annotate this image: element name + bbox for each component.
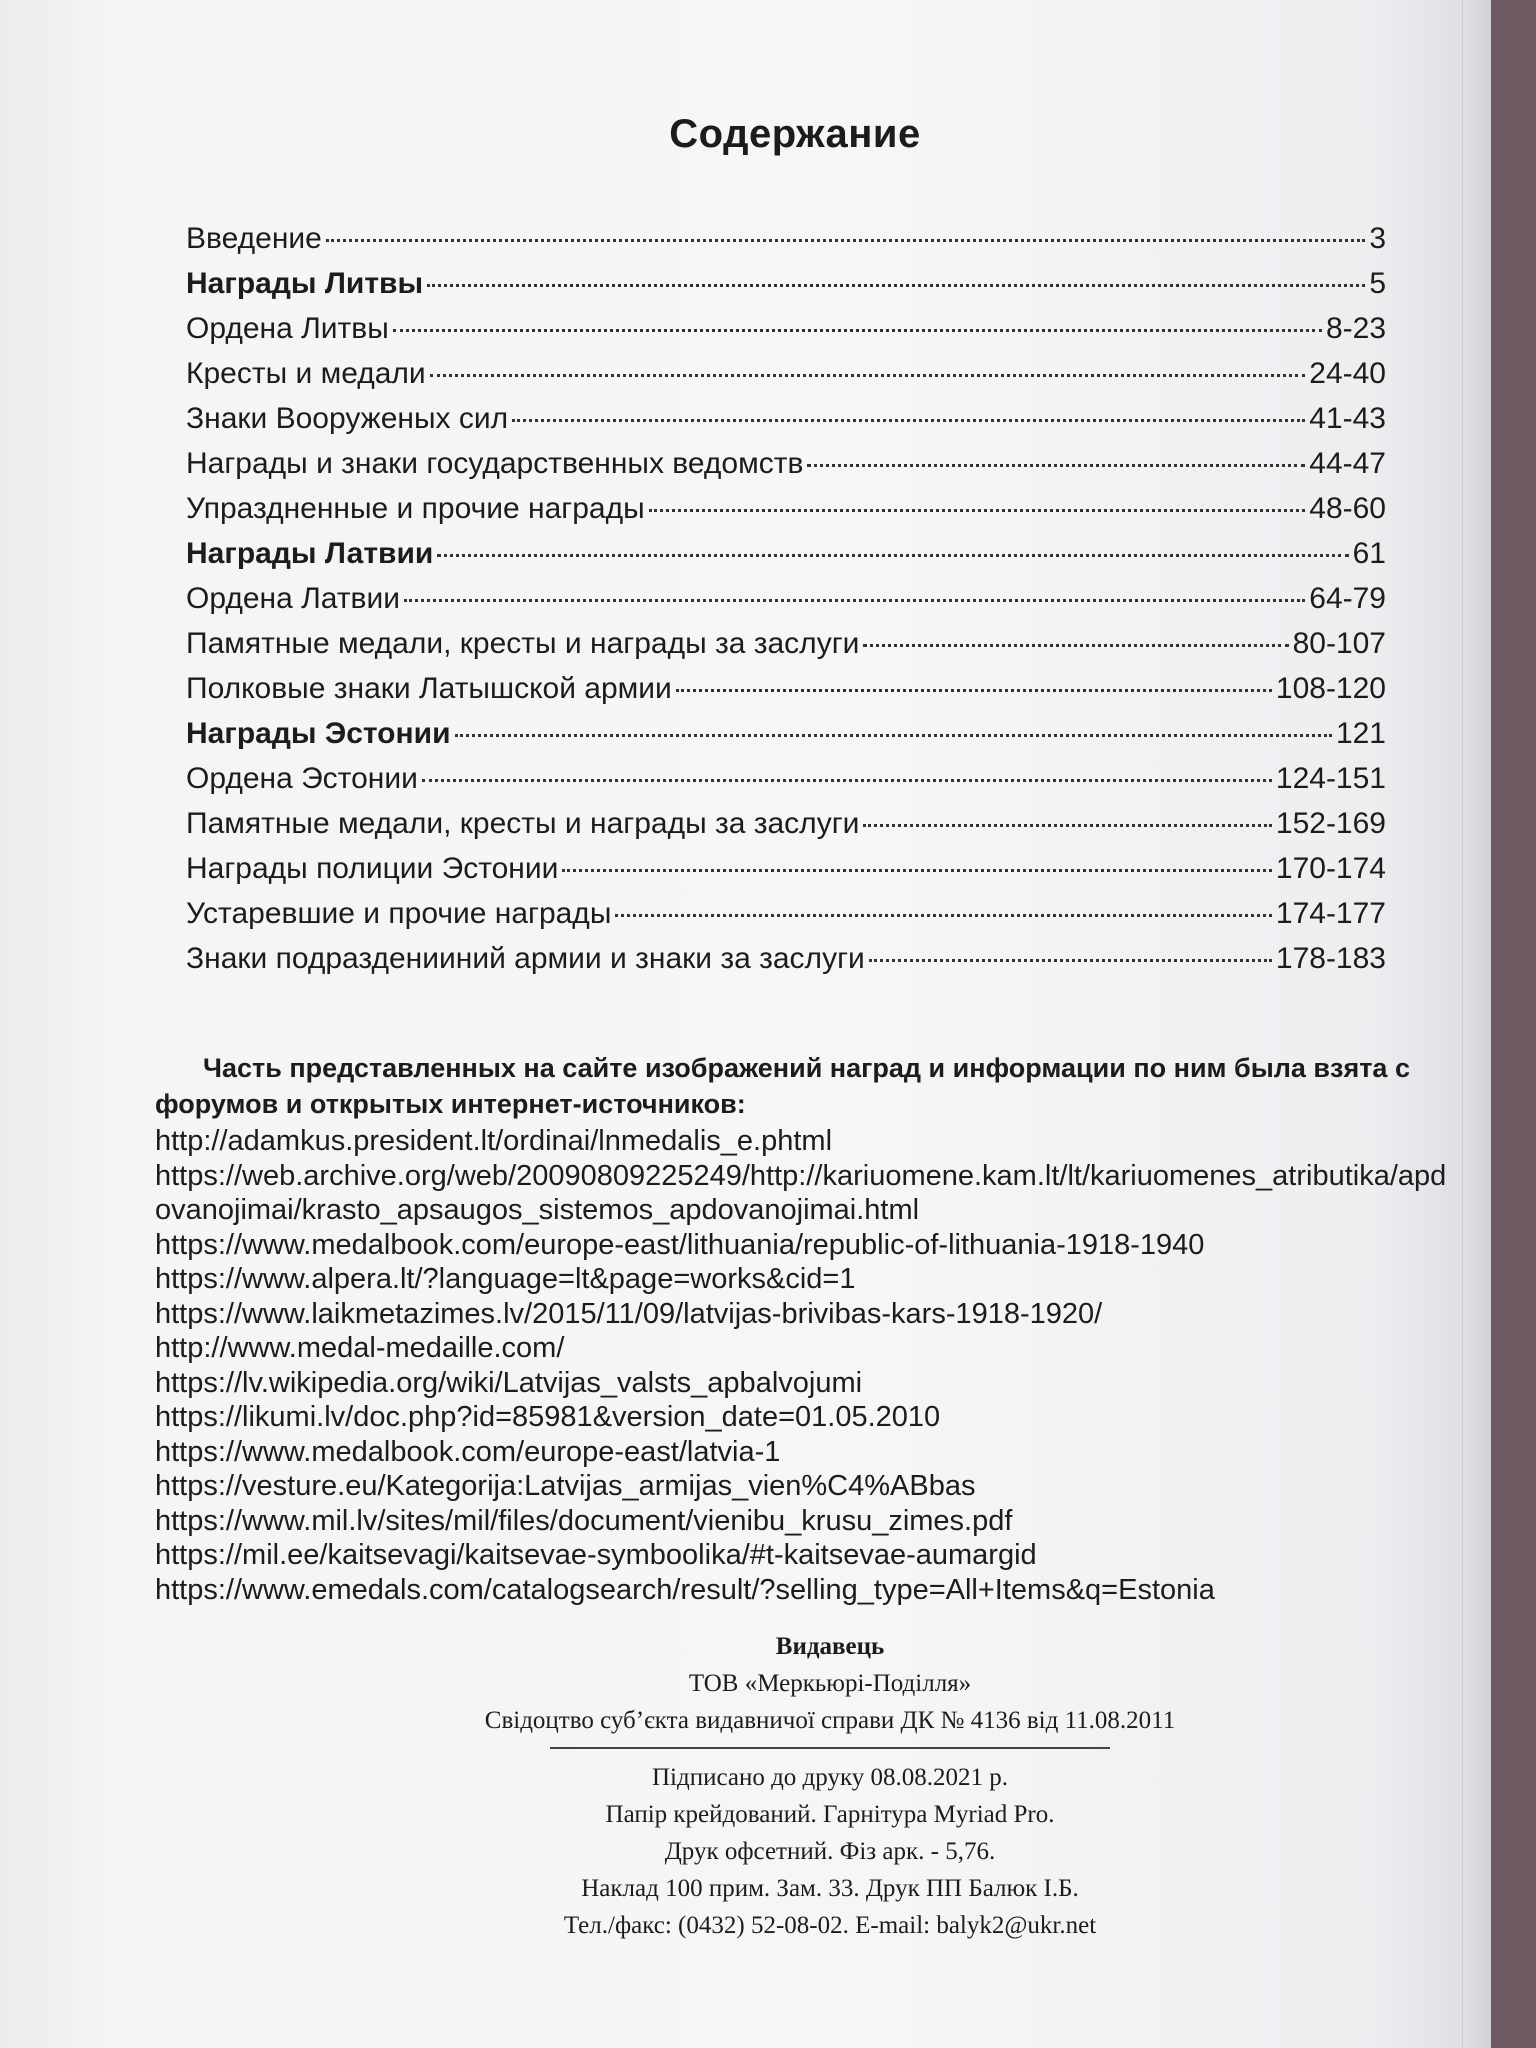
toc-label: Полковые знаки Латышской армии	[186, 672, 672, 705]
toc-leader-dots	[863, 824, 1272, 827]
sources-list	[155, 1124, 1455, 1607]
toc-leader-dots	[562, 869, 1272, 872]
toc-page-number: 5	[1369, 267, 1386, 300]
toc-page-number: 48-60	[1309, 492, 1386, 525]
toc-page-number: 124-151	[1275, 762, 1386, 795]
toc-label: Награды полиции Эстонии	[186, 852, 559, 885]
toc-page-number: 152-169	[1275, 807, 1386, 840]
toc-label: Кресты и медали	[186, 357, 426, 390]
toc-label: Награды Эстонии	[186, 717, 451, 750]
toc-page-number: 178-183	[1275, 942, 1386, 975]
toc-entry	[186, 897, 1386, 942]
toc-entry	[186, 357, 1386, 402]
toc-entry	[186, 582, 1386, 627]
imprint	[380, 1628, 1280, 1944]
toc-leader-dots	[427, 284, 1365, 287]
source-link: https://www.emedals.com/catalogsearch/result/?selling_type=All+Items&q=Estonia	[155, 1573, 1215, 1606]
toc-label: Ордена Латвии	[186, 582, 401, 615]
source-link: https://web.archive.org/web/20090809225249/http://kariuomene.kam.lt/lt/kariuomenes_atributika/apdovanojimai/krasto_apsaugos_sistemos_apdovanojimai.html	[155, 1159, 1447, 1226]
publisher-label: Видавець	[775, 1633, 885, 1660]
toc-leader-dots	[649, 509, 1306, 512]
publisher-name: ТОВ «Меркьюрі-Поділля»	[688, 1670, 972, 1697]
toc-page-number: 8-23	[1325, 312, 1386, 345]
imprint-run: Наклад 100 прим. Зам. 33. Друк ПП Балюк І.Б.	[581, 1875, 1079, 1902]
toc-entry	[186, 312, 1386, 357]
sources-section	[155, 1050, 1455, 1607]
toc-page-number: 24-40	[1309, 357, 1386, 390]
toc-page-number: 64-79	[1309, 582, 1386, 615]
toc-leader-dots	[404, 599, 1305, 602]
toc-page-number: 3	[1369, 222, 1386, 255]
table-of-contents	[186, 222, 1386, 987]
toc-leader-dots	[676, 689, 1272, 692]
toc-label: Знаки Вооруженых сил	[186, 402, 509, 435]
toc-page-number: 61	[1352, 537, 1386, 570]
toc-label: Введение	[186, 222, 322, 255]
toc-leader-dots	[615, 914, 1272, 917]
toc-leader-dots	[326, 239, 1365, 242]
toc-label: Памятные медали, кресты и награды за заслуги	[186, 807, 860, 840]
source-link: https://lv.wikipedia.org/wiki/Latvijas_valsts_apbalvojumi	[155, 1366, 863, 1399]
toc-entry	[186, 942, 1386, 987]
toc-label: Памятные медали, кресты и награды за заслуги	[186, 627, 860, 660]
source-link: https://www.medalbook.com/europe-east/latvia-1	[155, 1435, 781, 1468]
toc-section-heading	[186, 717, 1386, 762]
toc-entry	[186, 447, 1386, 492]
toc-page-number: 121	[1335, 717, 1386, 750]
page-edge	[1462, 0, 1491, 2048]
toc-page-number: 80-107	[1292, 627, 1386, 660]
toc-label: Упраздненные и прочие награды	[186, 492, 645, 525]
sources-intro: Часть представленных на сайте изображений наград и информации по ним была взята с форумов и открытых интернет-источников:	[155, 1053, 1410, 1119]
imprint-paper: Папір крейдований. Гарнітура Myriad Pro.	[605, 1801, 1055, 1828]
source-link: https://vesture.eu/Kategorija:Latvijas_armijas_vien%C4%ABbas	[155, 1470, 976, 1502]
toc-leader-dots	[437, 554, 1348, 557]
imprint-print: Друк офсетний. Фіз арк. - 5,76.	[664, 1838, 996, 1865]
toc-page-number: 41-43	[1309, 402, 1386, 435]
page-title: Содержание	[669, 112, 921, 156]
source-link: https://www.mil.lv/sites/mil/files/document/vienibu_krusu_zimes.pdf	[155, 1504, 1013, 1537]
toc-page-number: 44-47	[1309, 447, 1386, 480]
toc-entry	[186, 222, 1386, 267]
toc-entry	[186, 807, 1386, 852]
toc-leader-dots	[512, 419, 1305, 422]
toc-page-number: 108-120	[1275, 672, 1386, 705]
toc-label: Устаревшие и прочие награды	[186, 897, 612, 930]
toc-label: Награды Литвы	[186, 267, 424, 300]
source-link: https://mil.ee/kaitsevagi/kaitsevae-symboolika/#t-kaitsevae-aumargid	[155, 1539, 1037, 1571]
toc-leader-dots	[422, 779, 1272, 782]
toc-label: Награды и знаки государственных ведомств	[186, 447, 804, 480]
toc-leader-dots	[869, 959, 1272, 962]
toc-entry	[186, 402, 1386, 447]
toc-label: Ордена Литвы	[186, 312, 389, 345]
source-link: https://www.laikmetazimes.lv/2015/11/09/latvijas-brivibas-kars-1918-1920/	[155, 1297, 1103, 1330]
toc-page-number: 170-174	[1275, 852, 1386, 885]
toc-entry	[186, 627, 1386, 672]
toc-leader-dots	[863, 644, 1288, 647]
toc-label: Знаки подразденииний армии и знаки за заслуги	[186, 942, 865, 975]
toc-page-number: 174-177	[1275, 897, 1386, 930]
source-link: https://likumi.lv/doc.php?id=85981&version_date=01.05.2010	[155, 1401, 941, 1433]
toc-section-heading	[186, 537, 1386, 582]
toc-entry	[186, 492, 1386, 537]
source-link: http://www.medal-medaille.com/	[155, 1332, 565, 1364]
imprint-divider	[550, 1747, 1110, 1749]
toc-label: Награды Латвии	[186, 537, 434, 570]
imprint-signed: Підписано до друку 08.08.2021 р.	[651, 1764, 1008, 1791]
source-link: http://adamkus.president.lt/ordinai/lnmedalis_e.phtml	[155, 1125, 833, 1157]
toc-entry	[186, 852, 1386, 897]
imprint-contact: Тел./факс: (0432) 52-08-02. E-mail: balyk2@ukr.net	[563, 1912, 1097, 1939]
toc-leader-dots	[430, 374, 1306, 377]
source-link: https://www.alpera.lt/?language=lt&page=works&cid=1	[155, 1263, 856, 1295]
toc-leader-dots	[807, 464, 1305, 467]
toc-entry	[186, 762, 1386, 807]
toc-section-heading	[186, 267, 1386, 312]
toc-leader-dots	[455, 734, 1332, 737]
toc-leader-dots	[393, 329, 1322, 332]
source-link: https://www.medalbook.com/europe-east/lithuania/republic-of-lithuania-1918-1940	[155, 1228, 1205, 1261]
toc-entry	[186, 672, 1386, 717]
publisher-certificate: Свідоцтво суб’єкта видавничої справи ДК № 4136 від 11.08.2011	[484, 1707, 1176, 1734]
toc-label: Ордена Эстонии	[186, 762, 418, 795]
